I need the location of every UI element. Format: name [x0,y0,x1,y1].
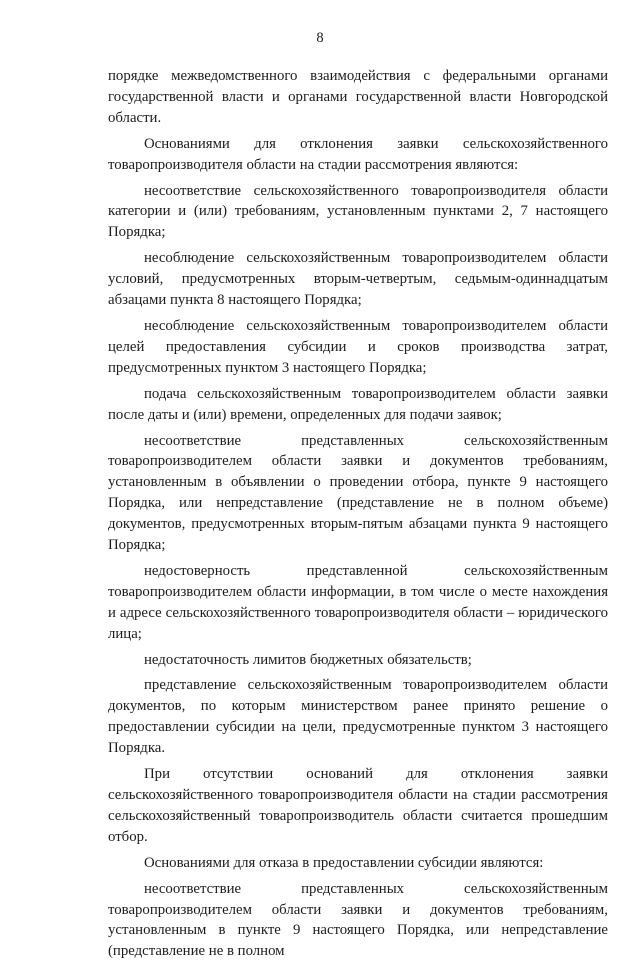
paragraph: несоответствие сельскохозяйственного товаропроизводителя области категории и (или) требованиям, установленным пунктами 2, 7 настоящего Порядка; [108,182,608,241]
paragraph: представление сельскохозяйственным товаропроизводителем области документов, по которым министерством ранее принято решение о предоставлении субсидии на цели, предусмотренные пунктом 3 настоящего Порядка. [108,677,608,757]
paragraph: несоответствие представленных сельскохозяйственным товаропроизводителем области заявки и документов требованиям, установленным в объявлении о проведении отбора, пункте 9 настоящего Порядка, или непредставление (представление не в полном объеме) документов, предусмотренных вторым-пятым абзацами пункта 9 настоящего Порядка; [108,432,608,554]
paragraph: недостаточность лимитов бюджетных обязательств; [144,651,472,668]
paragraph: подача сельскохозяйственным товаропроизводителем области заявки после даты и (или) времени, определенных для подачи заявок; [108,385,608,423]
page-number: 8 [316,30,324,46]
paragraph: Основаниями для отказа в предоставлении субсидии являются: [144,854,544,871]
paragraph: порядке межведомственного взаимодействия с федеральными органами государственной власти и органами государственной власти Новгородской области. [108,68,608,126]
document-body [108,66,608,962]
paragraph: несоблюдение сельскохозяйственным товаропроизводителем области целей предоставления субсидии и сроков производства затрат, предусмотренных пунктом 3 настоящего Порядка; [108,317,608,376]
paragraph: недостоверность представленной сельскохозяйственным товаропроизводителем области информации, в том числе о месте нахождения и адресе сельскохозяйственного товаропроизводителя области – юридического лица; [108,562,608,642]
paragraph: При отсутствии оснований для отклонения заявки сельскохозяйственного товаропроизводителя области на стадии рассмотрения сельскохозяйственный товаропроизводитель области считается прошедшим отбор. [108,766,608,845]
paragraph: несоблюдение сельскохозяйственным товаропроизводителем области условий, предусмотренных вторым-четвертым, седьмым-одиннадцатым абзацами пункта 8 настоящего Порядка; [108,250,608,309]
paragraph: несоответствие представленных сельскохозяйственным товаропроизводителем области заявки и документов требованиям, установленным в пункте 9 настоящего Порядка, или непредставление (представление не в полном [108,880,608,960]
paragraph: Основаниями для отклонения заявки сельскохозяйственного товаропроизводителя области на стадии рассмотрения являются: [108,135,608,173]
